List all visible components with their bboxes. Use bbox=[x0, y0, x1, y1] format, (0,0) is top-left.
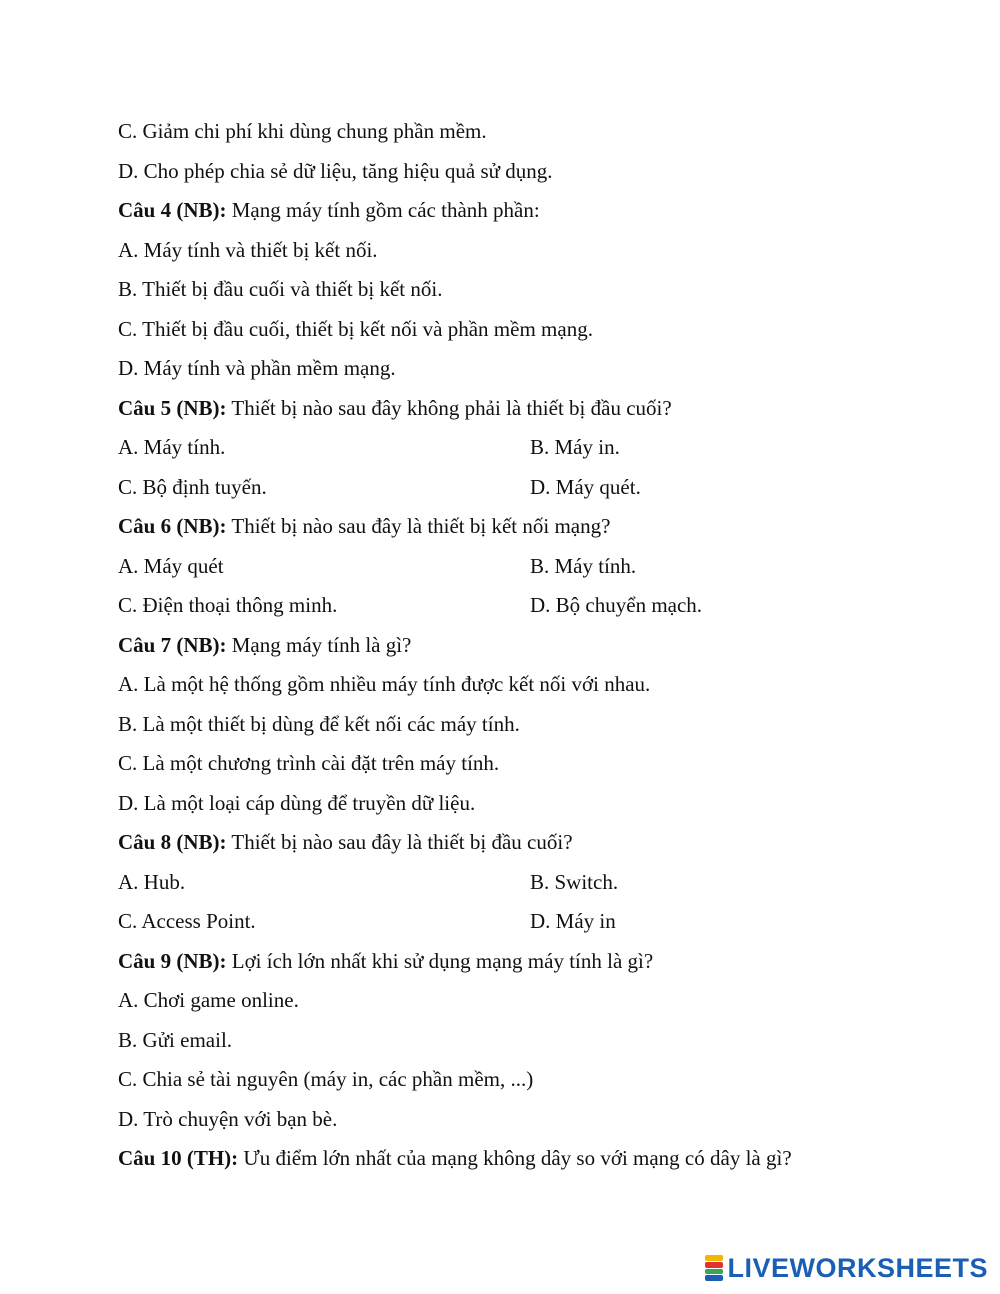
question-number: Câu 9 (NB): bbox=[118, 949, 227, 973]
answer-line bbox=[118, 475, 267, 499]
answer-option: A. Chơi game online. bbox=[118, 988, 299, 1012]
answer-line bbox=[118, 435, 225, 459]
answer-option: C. Thiết bị đầu cuối, thiết bị kết nối và phần mềm mạng. bbox=[118, 317, 593, 341]
answer-option: B. Máy tính. bbox=[530, 554, 637, 578]
answer-option: D. Bộ chuyển mạch. bbox=[530, 593, 703, 617]
question-line bbox=[118, 949, 653, 973]
answer-option: A. Máy tính và thiết bị kết nối. bbox=[118, 238, 378, 262]
question-text: Mạng máy tính gồm các thành phần: bbox=[226, 198, 540, 222]
answer-line bbox=[118, 712, 520, 736]
answer-line bbox=[118, 988, 299, 1012]
answer-option: D. Máy tính và phần mềm mạng. bbox=[118, 356, 396, 380]
question-line bbox=[118, 198, 540, 222]
liveworksheets-logo bbox=[705, 1252, 988, 1284]
question-text: Mạng máy tính là gì? bbox=[226, 633, 412, 657]
question-number: Câu 4 (NB): bbox=[118, 198, 227, 222]
logo-block-4 bbox=[705, 1275, 723, 1281]
answer-line bbox=[118, 1067, 533, 1091]
question-text: Lợi ích lớn nhất khi sử dụng mạng máy tính là gì? bbox=[226, 949, 654, 973]
answer-option: B. Thiết bị đầu cuối và thiết bị kết nối. bbox=[118, 277, 443, 301]
answer-option: D. Máy in bbox=[530, 909, 616, 933]
answer-option: D. Máy quét. bbox=[530, 475, 641, 499]
answer-option: A. Hub. bbox=[118, 870, 186, 894]
answer-option: C. Chia sẻ tài nguyên (máy in, các phần mềm, ...) bbox=[118, 1067, 534, 1091]
answer-line bbox=[118, 593, 337, 617]
answer-option: A. Máy tính. bbox=[118, 435, 226, 459]
question-text: Thiết bị nào sau đây là thiết bị đầu cuối? bbox=[226, 830, 573, 854]
question-line bbox=[118, 1146, 792, 1170]
answer-option: C. Là một chương trình cài đặt trên máy tính. bbox=[118, 751, 500, 775]
question-line bbox=[118, 830, 573, 854]
answer-line bbox=[118, 909, 256, 933]
answer-line bbox=[118, 1107, 337, 1131]
question-text: Ưu điểm lớn nhất của mạng không dây so với mạng có dây là gì? bbox=[238, 1146, 792, 1170]
logo-block-2 bbox=[705, 1262, 723, 1268]
answer-line bbox=[118, 119, 487, 143]
answer-option: A. Là một hệ thống gồm nhiều máy tính được kết nối với nhau. bbox=[118, 672, 651, 696]
question-line bbox=[118, 633, 411, 657]
question-number: Câu 6 (NB): bbox=[118, 514, 227, 538]
question-text: Thiết bị nào sau đây không phải là thiết bị đầu cuối? bbox=[226, 396, 672, 420]
answer-option: D. Là một loại cáp dùng để truyền dữ liệu. bbox=[118, 791, 476, 815]
answer-option: C. Điện thoại thông minh. bbox=[118, 593, 338, 617]
answer-line bbox=[118, 672, 650, 696]
answer-line bbox=[118, 791, 475, 815]
answer-option: C. Access Point. bbox=[118, 909, 256, 933]
answer-line bbox=[118, 554, 224, 578]
question-line bbox=[118, 396, 672, 420]
question-number: Câu 7 (NB): bbox=[118, 633, 227, 657]
answer-option: B. Máy in. bbox=[530, 435, 620, 459]
answer-line bbox=[118, 870, 185, 894]
question-text: Thiết bị nào sau đây là thiết bị kết nối mạng? bbox=[226, 514, 611, 538]
question-line bbox=[118, 514, 610, 538]
answer-option: B. Gửi email. bbox=[118, 1028, 233, 1052]
answer-line bbox=[118, 238, 378, 262]
logo-text: LIVEWORKSHEETS bbox=[727, 1252, 988, 1283]
answer-line bbox=[118, 277, 442, 301]
answer-line bbox=[118, 317, 593, 341]
answer-option: B. Là một thiết bị dùng để kết nối các máy tính. bbox=[118, 712, 520, 736]
answer-option: D. Trò chuyện với bạn bè. bbox=[118, 1107, 338, 1131]
logo-block-3 bbox=[705, 1269, 723, 1275]
answer-line bbox=[118, 356, 396, 380]
question-number: Câu 8 (NB): bbox=[118, 830, 227, 854]
question-number: Câu 5 (NB): bbox=[118, 396, 227, 420]
question-number: Câu 10 (TH): bbox=[118, 1146, 239, 1170]
answer-line bbox=[118, 751, 499, 775]
answer-option: A. Máy quét bbox=[118, 554, 224, 578]
answer-option: B. Switch. bbox=[530, 870, 619, 894]
answer-option: D. Cho phép chia sẻ dữ liệu, tăng hiệu quả sử dụng. bbox=[118, 159, 553, 183]
logo-block-1 bbox=[705, 1255, 723, 1261]
answer-line bbox=[118, 1028, 232, 1052]
answer-option: C. Giảm chi phí khi dùng chung phần mềm. bbox=[118, 119, 487, 143]
answer-option: C. Bộ định tuyến. bbox=[118, 475, 267, 499]
answer-line bbox=[118, 159, 553, 183]
liveworksheets-logo-icon bbox=[705, 1255, 723, 1281]
